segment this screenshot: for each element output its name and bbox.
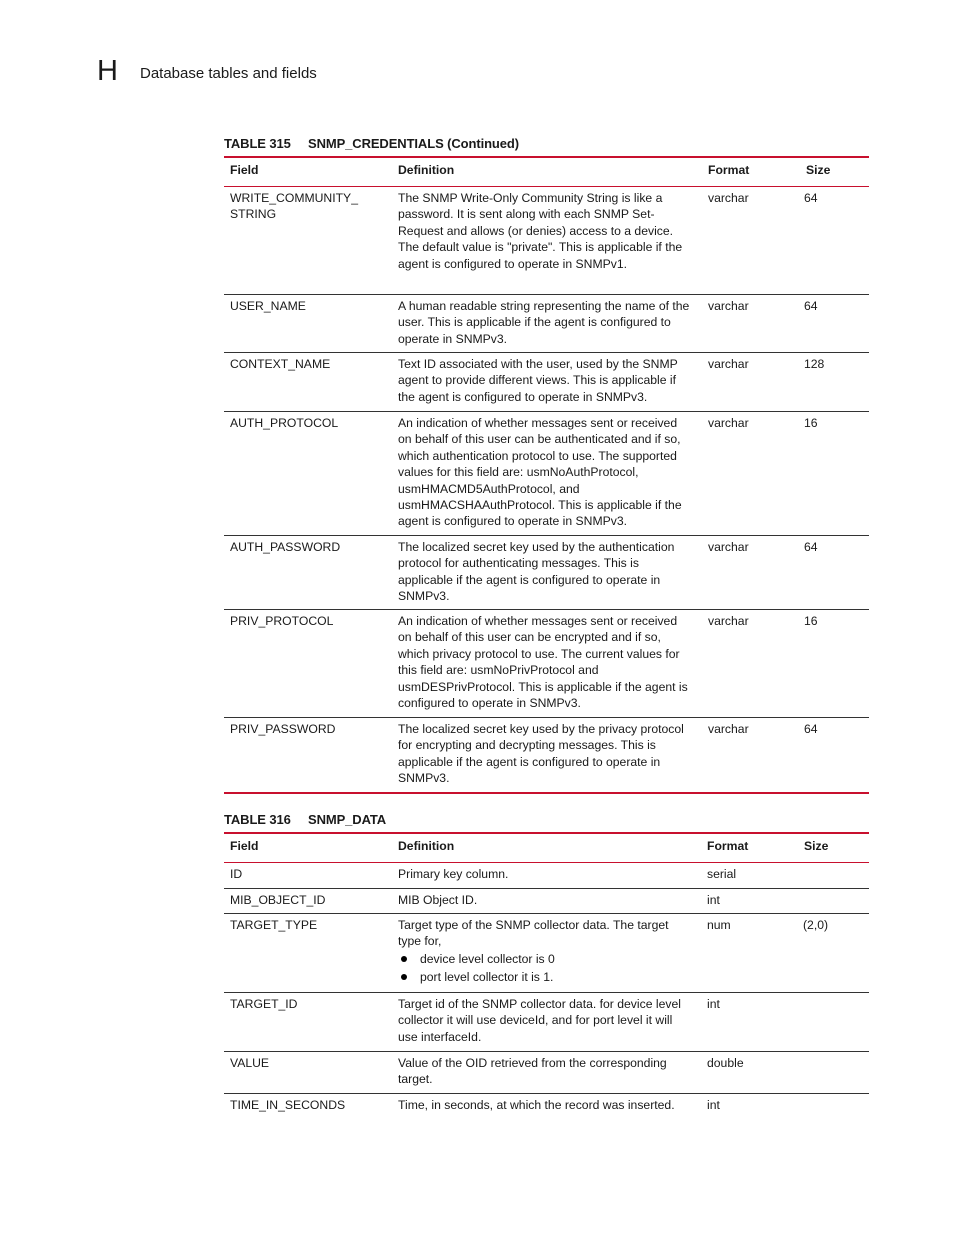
- column-header-definition: Definition: [398, 839, 455, 853]
- format-cell: varchar: [708, 614, 749, 628]
- definition-cell: [392, 917, 702, 986]
- list-item: device level collector is 0: [398, 951, 694, 967]
- definition-cell: The SNMP Write-Only Community String is like a password. It is sent along with each SNMP Set-Request and allows (or denies) access to a device. The default value is "private". This is applicable if the agent is configured to operate in SNMPv1.: [398, 191, 683, 271]
- size-cell: [800, 1097, 869, 1114]
- column-header-format: Format: [708, 163, 750, 177]
- format-cell: varchar: [708, 191, 749, 205]
- format-cell: varchar: [708, 416, 749, 430]
- format-cell: int: [707, 893, 720, 907]
- size-cell: [800, 866, 869, 882]
- field-cell: PRIV_PROTOCOL: [230, 614, 334, 628]
- size-cell: [800, 996, 869, 1045]
- size-cell: 16: [804, 614, 818, 628]
- table-315: [224, 156, 869, 794]
- definition-cell: Target id of the SNMP collector data. for device level collector it will use deviceId, and for port level it will use interfaceId.: [398, 997, 681, 1044]
- definition-cell: Time, in seconds, at which the record was inserted.: [398, 1098, 675, 1112]
- format-cell: varchar: [708, 357, 749, 371]
- definition-cell: An indication of whether messages sent or received on behalf of this user can be encrypted and if so, which privacy protocol to use. The current values for this field are: usmNoPrivProtocol and usmDESPrivProtocol. This is applicable if the agent is configured to operate in SNMPv3.: [398, 614, 688, 711]
- column-header-size: Size: [804, 839, 829, 853]
- field-cell: PRIV_PASSWORD: [230, 722, 336, 736]
- column-header-definition: Definition: [398, 163, 455, 177]
- size-cell: 64: [804, 722, 818, 736]
- field-cell: USER_NAME: [230, 299, 306, 313]
- table-number: TABLE 316: [224, 812, 291, 827]
- table-row: [224, 889, 869, 914]
- definition-cell: The localized secret key used by the authentication protocol for authenticating messages. This is applicable if the agent is configured to operate in SNMPv3.: [398, 540, 675, 604]
- table-name: SNMP_DATA: [308, 812, 387, 827]
- definition-cell: Primary key column.: [398, 867, 509, 881]
- definition-cell: Value of the OID retrieved from the corresponding target.: [398, 1056, 667, 1087]
- table-row: [224, 1094, 869, 1120]
- format-cell: varchar: [708, 299, 749, 313]
- chapter-title: Database tables and fields: [140, 65, 317, 82]
- field-cell: WRITE_COMMUNITY_ STRING: [230, 191, 358, 222]
- field-cell: ID: [230, 867, 243, 881]
- definition-cell: Text ID associated with the user, used by the SNMP agent to provide different views. This is applicable if the agent is configured to operate in SNMPv3.: [398, 357, 678, 404]
- field-cell: TIME_IN_SECONDS: [230, 1098, 346, 1112]
- definition-cell: MIB Object ID.: [398, 893, 478, 907]
- table-row: [224, 536, 869, 610]
- column-header-field: Field: [230, 839, 259, 853]
- size-cell: 64: [804, 191, 818, 205]
- table-row: [224, 718, 869, 794]
- table-row: [224, 295, 869, 353]
- field-cell: MIB_OBJECT_ID: [230, 893, 326, 907]
- table-row: [224, 1052, 869, 1094]
- table-row: [224, 187, 869, 295]
- size-cell: 16: [804, 416, 818, 430]
- size-cell: [800, 1055, 869, 1087]
- field-cell: AUTH_PASSWORD: [230, 540, 341, 554]
- bullet-list: [398, 951, 694, 986]
- table-name: SNMP_CREDENTIALS (Continued): [308, 136, 519, 151]
- field-cell: VALUE: [230, 1056, 270, 1070]
- column-header-field: Field: [230, 163, 259, 177]
- table-row: [224, 353, 869, 412]
- size-cell: 128: [804, 357, 825, 371]
- appendix-letter: H: [97, 55, 118, 87]
- size-cell: [800, 892, 869, 907]
- format-cell: double: [707, 1056, 744, 1070]
- format-cell: num: [707, 918, 731, 932]
- table-row: [224, 412, 869, 536]
- format-cell: serial: [707, 867, 737, 881]
- table-row: [224, 914, 869, 993]
- table-row: [224, 993, 869, 1052]
- field-cell: CONTEXT_NAME: [230, 357, 331, 371]
- definition-text: Target type of the SNMP collector data. The target type for,: [398, 918, 669, 949]
- table-row: [224, 863, 869, 889]
- size-cell: 64: [804, 540, 818, 554]
- field-cell: AUTH_PROTOCOL: [230, 416, 339, 430]
- field-cell: TARGET_ID: [230, 997, 298, 1011]
- format-cell: int: [707, 997, 720, 1011]
- definition-cell: The localized secret key used by the privacy protocol for encrypting and decrypting messages. This is applicable if the agent is configured to operate in SNMPv3.: [398, 722, 684, 786]
- table-row: [224, 610, 869, 718]
- format-cell: int: [707, 1098, 720, 1112]
- size-cell: 64: [804, 299, 818, 313]
- definition-cell: A human readable string representing the name of the user. This is applicable if the agent is configured to operate in SNMPv3.: [398, 299, 690, 346]
- table-number: TABLE 315: [224, 136, 291, 151]
- table-316: [224, 832, 869, 1120]
- format-cell: varchar: [708, 722, 749, 736]
- definition-cell: An indication of whether messages sent or received on behalf of this user can be authenticated and if so, which authentication protocol to use. The supported values for this field are: usmNoAuthProtocol, usmHMACMD5AuthProtocol, and usmHMACSHAAuthProtocol. This is applicable if the agent is configured to operate in SNMPv3.: [398, 416, 682, 529]
- size-cell: (2,0): [803, 918, 829, 932]
- table-header-row: [224, 156, 869, 187]
- table-header-row: [224, 832, 869, 863]
- column-header-format: Format: [707, 839, 749, 853]
- column-header-size: Size: [806, 163, 831, 177]
- format-cell: varchar: [708, 540, 749, 554]
- field-cell: TARGET_TYPE: [230, 918, 318, 932]
- list-item: port level collector it is 1.: [398, 969, 694, 985]
